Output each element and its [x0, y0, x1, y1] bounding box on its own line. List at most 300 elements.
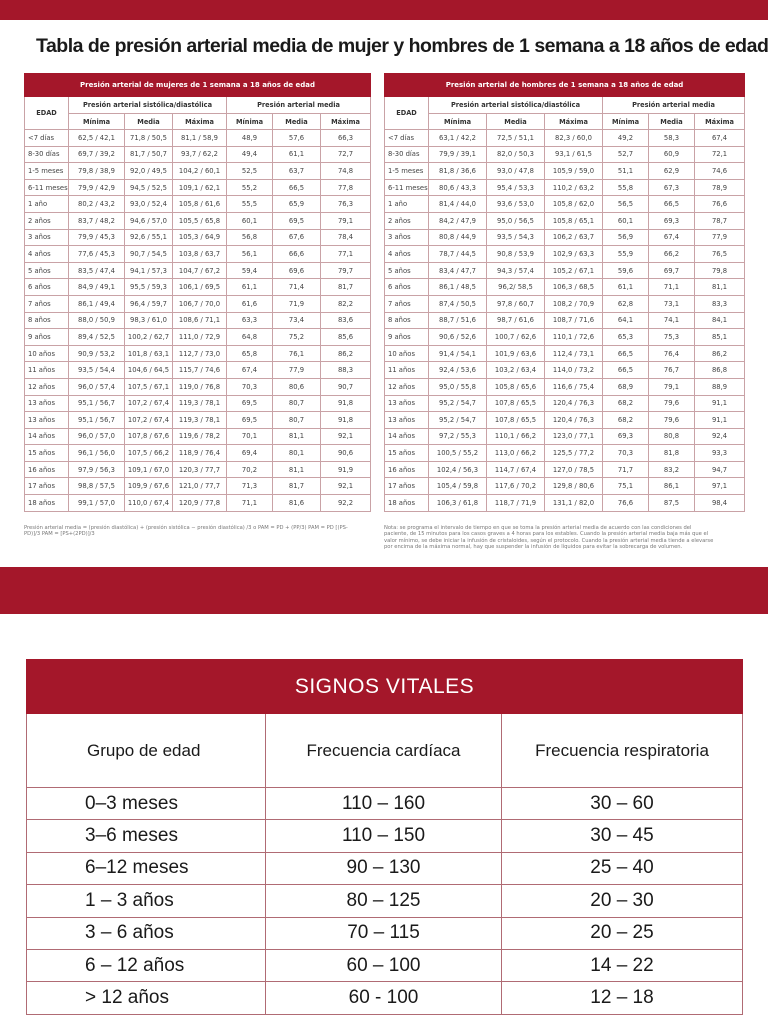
value-cell: 101,8 / 63,1: [125, 345, 173, 362]
value-cell: 105,9 / 59,0: [545, 163, 603, 180]
value-cell: 86,1 / 48,5: [429, 279, 487, 296]
value-cell: 70 – 115: [266, 917, 502, 949]
value-cell: 75,3: [649, 329, 695, 346]
value-cell: 81,1: [695, 279, 745, 296]
value-cell: 93,0 / 52,4: [125, 196, 173, 213]
age-cell: 1 año: [385, 196, 429, 213]
value-cell: 94,1 / 57,3: [125, 262, 173, 279]
value-cell: 71,3: [227, 478, 273, 495]
value-cell: 80,6 / 43,3: [429, 179, 487, 196]
table-row: [25, 495, 371, 512]
value-cell: 84,2 / 47,9: [429, 212, 487, 229]
value-cell: 105,3 / 64,9: [173, 229, 227, 246]
value-cell: 77,6 / 45,3: [69, 246, 125, 263]
value-cell: 56,9: [603, 229, 649, 246]
table-row: [385, 329, 745, 346]
value-cell: 65,3: [603, 329, 649, 346]
value-cell: 76,4: [649, 345, 695, 362]
value-cell: 72,7: [321, 146, 371, 163]
value-cell: 96,2/ 58,5: [487, 279, 545, 296]
age-cell: 10 años: [25, 345, 69, 362]
value-cell: 97,2 / 55,3: [429, 428, 487, 445]
value-cell: 20 – 30: [502, 885, 743, 917]
value-cell: 105,5 / 65,8: [173, 212, 227, 229]
value-cell: 76,6: [603, 495, 649, 512]
value-cell: 119,6 / 78,2: [173, 428, 227, 445]
age-cell: 2 años: [25, 212, 69, 229]
age-group-header: Grupo de edad: [27, 714, 266, 788]
value-cell: 129,8 / 80,6: [545, 478, 603, 495]
table-row: [25, 246, 371, 263]
value-cell: 57,6: [273, 130, 321, 147]
value-cell: 77,8: [321, 179, 371, 196]
value-cell: 131,1 / 82,0: [545, 495, 603, 512]
value-cell: 78,9: [695, 179, 745, 196]
value-cell: 93,0 / 47,8: [487, 163, 545, 180]
value-cell: 97,1: [695, 478, 745, 495]
table-row: [25, 445, 371, 462]
value-cell: 73,4: [273, 312, 321, 329]
pam-header: Presión arterial media: [227, 97, 371, 114]
value-cell: 107,5 / 67,1: [125, 378, 173, 395]
value-cell: 55,2: [227, 179, 273, 196]
age-cell: 17 años: [385, 478, 429, 495]
value-cell: 55,9: [603, 246, 649, 263]
age-cell: 1 año: [25, 196, 69, 213]
maxima-header: Máxima: [695, 114, 745, 130]
value-cell: 110,2 / 63,2: [545, 179, 603, 196]
edad-header: EDAD: [25, 97, 69, 130]
age-cell: 4 años: [385, 246, 429, 263]
value-cell: 71,1: [649, 279, 695, 296]
table-row: [385, 395, 745, 412]
value-cell: 89,4 / 52,5: [69, 329, 125, 346]
sys-dia-header: Presión arterial sistólica/diastólica: [429, 97, 603, 114]
value-cell: 63,1 / 42,2: [429, 130, 487, 147]
age-cell: 15 años: [25, 445, 69, 462]
value-cell: 81,1: [273, 428, 321, 445]
value-cell: 95,0 / 55,8: [429, 378, 487, 395]
value-cell: 93,7 / 62,2: [173, 146, 227, 163]
value-cell: 93,5 / 54,3: [487, 229, 545, 246]
minima-header: Mínima: [429, 114, 487, 130]
value-cell: 76,6: [695, 196, 745, 213]
media-header: Media: [125, 114, 173, 130]
value-cell: 66,2: [649, 246, 695, 263]
value-cell: 83,6: [321, 312, 371, 329]
value-cell: 90,7: [321, 378, 371, 395]
table-row: [385, 495, 745, 512]
age-cell: 11 años: [25, 362, 69, 379]
table-row: [385, 229, 745, 246]
value-cell: 75,1: [603, 478, 649, 495]
table-row: [385, 378, 745, 395]
age-cell: <7 días: [25, 130, 69, 147]
value-cell: 106,3 / 61,8: [429, 495, 487, 512]
value-cell: 81,7 / 50,7: [125, 146, 173, 163]
value-cell: 78,7 / 44,5: [429, 246, 487, 263]
value-cell: 81,6: [273, 495, 321, 512]
table-row: [385, 478, 745, 495]
value-cell: 63,7: [273, 163, 321, 180]
table-row: [25, 478, 371, 495]
value-cell: 71,1: [227, 495, 273, 512]
age-cell: 3 años: [25, 229, 69, 246]
vital-signs-body: [27, 788, 743, 1015]
value-cell: 90,6: [321, 445, 371, 462]
value-cell: 60,9: [649, 146, 695, 163]
age-cell: 5 años: [385, 262, 429, 279]
value-cell: 64,1: [603, 312, 649, 329]
maxima-header: Máxima: [173, 114, 227, 130]
value-cell: 105,8 / 65,6: [487, 378, 545, 395]
pam-header: Presión arterial media: [603, 97, 745, 114]
value-cell: 107,8 / 65,5: [487, 412, 545, 429]
value-cell: 83,3: [695, 295, 745, 312]
age-cell: 6-11 meses: [385, 179, 429, 196]
value-cell: 92,1: [321, 428, 371, 445]
value-cell: 63,3: [227, 312, 273, 329]
value-cell: 67,4: [227, 362, 273, 379]
value-cell: 62,8: [603, 295, 649, 312]
value-cell: 105,2 / 67,1: [545, 262, 603, 279]
table-row: [25, 212, 371, 229]
value-cell: 100,7 / 62,6: [487, 329, 545, 346]
value-cell: 77,9: [695, 229, 745, 246]
value-cell: 56,1: [227, 246, 273, 263]
value-cell: 98,8 / 57,5: [69, 478, 125, 495]
vital-signs-title: SIGNOS VITALES: [27, 660, 743, 714]
value-cell: 94,3 / 57,4: [487, 262, 545, 279]
value-cell: 79,6: [649, 395, 695, 412]
value-cell: 87,5: [649, 495, 695, 512]
age-cell: 7 años: [385, 295, 429, 312]
age-cell: 13 años: [385, 395, 429, 412]
value-cell: 120,9 / 77,8: [173, 495, 227, 512]
value-cell: 95,2 / 54,7: [429, 395, 487, 412]
age-cell: 6-11 meses: [25, 179, 69, 196]
value-cell: 108,6 / 71,1: [173, 312, 227, 329]
formula-note: Presión arterial media = (presión diastólica) + (presión sistólica − presión diastólica) /3 o PAM = PD + (PP/3) PAM = PD [(PS-PD)]/3 PAM = [PS+(2PD)]/3: [24, 525, 348, 538]
value-cell: 71,8 / 50,5: [125, 130, 173, 147]
value-cell: 115,7 / 74,6: [173, 362, 227, 379]
table-row: [25, 196, 371, 213]
value-cell: 93,1 / 61,5: [545, 146, 603, 163]
value-cell: 113,0 / 66,2: [487, 445, 545, 462]
table-row: [27, 885, 743, 917]
value-cell: 68,9: [603, 378, 649, 395]
value-cell: 110,1 / 72,6: [545, 329, 603, 346]
value-cell: 80,7: [273, 412, 321, 429]
value-cell: 105,8 / 62,0: [545, 196, 603, 213]
value-cell: 75,2: [273, 329, 321, 346]
age-cell: 12 años: [385, 378, 429, 395]
table-row: [385, 163, 745, 180]
value-cell: 88,0 / 50,9: [69, 312, 125, 329]
value-cell: 70,1: [227, 428, 273, 445]
value-cell: 96,4 / 59,7: [125, 295, 173, 312]
value-cell: 112,7 / 73,0: [173, 345, 227, 362]
value-cell: 65,8: [227, 345, 273, 362]
table-row: [385, 295, 745, 312]
media-header: Media: [649, 114, 695, 130]
table-row: [25, 295, 371, 312]
minima-header: Mínima: [603, 114, 649, 130]
table-row: [385, 279, 745, 296]
age-cell: 3 – 6 años: [27, 917, 266, 949]
value-cell: 61,6: [227, 295, 273, 312]
table-row: [27, 917, 743, 949]
value-cell: 92,6 / 55,1: [125, 229, 173, 246]
table-row: [385, 428, 745, 445]
age-cell: 6–12 meses: [27, 852, 266, 884]
age-cell: 8 años: [385, 312, 429, 329]
value-cell: 100,2 / 62,7: [125, 329, 173, 346]
minima-header: Mínima: [227, 114, 273, 130]
value-cell: 87,4 / 50,5: [429, 295, 487, 312]
age-cell: 6 años: [25, 279, 69, 296]
value-cell: 20 – 25: [502, 917, 743, 949]
value-cell: 88,9: [695, 378, 745, 395]
value-cell: 94,5 / 52,5: [125, 179, 173, 196]
value-cell: 74,8: [321, 163, 371, 180]
value-cell: 69,7 / 39,2: [69, 146, 125, 163]
table-row: [25, 412, 371, 429]
table-row: [25, 130, 371, 147]
vital-signs-table: [26, 659, 743, 1015]
age-cell: 1 – 3 años: [27, 885, 266, 917]
value-cell: 74,1: [649, 312, 695, 329]
value-cell: 80,7: [273, 395, 321, 412]
value-cell: 59,6: [603, 262, 649, 279]
table-row: [27, 852, 743, 884]
table-row: [27, 982, 743, 1014]
age-cell: 8 años: [25, 312, 69, 329]
value-cell: 109,1 / 67,0: [125, 461, 173, 478]
value-cell: 60,1: [603, 212, 649, 229]
value-cell: 71,4: [273, 279, 321, 296]
value-cell: 84,9 / 49,1: [69, 279, 125, 296]
table-row: [385, 345, 745, 362]
edad-header: EDAD: [385, 97, 429, 130]
value-cell: 92,0 / 49,5: [125, 163, 173, 180]
value-cell: 93,5 / 54,4: [69, 362, 125, 379]
value-cell: 59,4: [227, 262, 273, 279]
age-cell: 12 años: [25, 378, 69, 395]
table-row: [25, 262, 371, 279]
value-cell: 62,5 / 42,1: [69, 130, 125, 147]
value-cell: 95,0 / 56,5: [487, 212, 545, 229]
table-row: [25, 146, 371, 163]
value-cell: 86,2: [321, 345, 371, 362]
table-row: [25, 312, 371, 329]
value-cell: 120,3 / 77,7: [173, 461, 227, 478]
value-cell: 90,7 / 54,5: [125, 246, 173, 263]
value-cell: 112,4 / 73,1: [545, 345, 603, 362]
value-cell: 101,9 / 63,6: [487, 345, 545, 362]
value-cell: 67,3: [649, 179, 695, 196]
value-cell: 79,1: [649, 378, 695, 395]
table-row: [385, 212, 745, 229]
value-cell: 92,2: [321, 495, 371, 512]
value-cell: 61,1: [603, 279, 649, 296]
value-cell: 81,4 / 44,0: [429, 196, 487, 213]
value-cell: 83,7 / 48,2: [69, 212, 125, 229]
value-cell: 91,1: [695, 395, 745, 412]
value-cell: 91,9: [321, 461, 371, 478]
age-cell: 1-5 meses: [385, 163, 429, 180]
value-cell: 60 - 100: [266, 982, 502, 1014]
age-cell: > 12 años: [27, 982, 266, 1014]
value-cell: 90,6 / 52,6: [429, 329, 487, 346]
value-cell: 110,1 / 66,2: [487, 428, 545, 445]
age-cell: 5 años: [25, 262, 69, 279]
value-cell: 93,3: [695, 445, 745, 462]
sys-dia-header: Presión arterial sistólica/diastólica: [69, 97, 227, 114]
table-row: [27, 788, 743, 820]
table-row: [25, 179, 371, 196]
value-cell: 80,8 / 44,9: [429, 229, 487, 246]
table-row: [385, 362, 745, 379]
value-cell: 86,1 / 49,4: [69, 295, 125, 312]
value-cell: 118,7 / 71,9: [487, 495, 545, 512]
value-cell: 73,1: [649, 295, 695, 312]
women-bp-table: [24, 73, 371, 512]
value-cell: 76,3: [321, 196, 371, 213]
heart-rate-header: Frecuencia cardíaca: [266, 714, 502, 788]
table-row: [385, 445, 745, 462]
value-cell: 106,2 / 63,7: [545, 229, 603, 246]
value-cell: 79,9 / 39,1: [429, 146, 487, 163]
age-cell: 15 años: [385, 445, 429, 462]
value-cell: 58,3: [649, 130, 695, 147]
age-cell: 13 años: [25, 412, 69, 429]
value-cell: 99,1 / 57,0: [69, 495, 125, 512]
age-cell: 16 años: [385, 461, 429, 478]
age-cell: 8-30 días: [385, 146, 429, 163]
table-row: [385, 179, 745, 196]
table-row: [25, 395, 371, 412]
age-cell: <7 días: [385, 130, 429, 147]
value-cell: 55,5: [227, 196, 273, 213]
value-cell: 85,1: [695, 329, 745, 346]
value-cell: 80 – 125: [266, 885, 502, 917]
value-cell: 86,2: [695, 345, 745, 362]
value-cell: 25 – 40: [502, 852, 743, 884]
value-cell: 116,6 / 75,4: [545, 378, 603, 395]
value-cell: 94,7: [695, 461, 745, 478]
value-cell: 119,3 / 78,1: [173, 412, 227, 429]
men-bp-table: [384, 73, 745, 512]
value-cell: 92,4: [695, 428, 745, 445]
value-cell: 98,7 / 61,6: [487, 312, 545, 329]
value-cell: 81,8: [649, 445, 695, 462]
media-header: Media: [273, 114, 321, 130]
vital-signs-section: [26, 659, 742, 1015]
page-title: Tabla de presión arterial media de mujer y hombres de 1 semana a 18 años de edad: [36, 35, 768, 57]
value-cell: 103,2 / 63,4: [487, 362, 545, 379]
table-row: [25, 428, 371, 445]
value-cell: 69,7: [649, 262, 695, 279]
value-cell: 61,1: [227, 279, 273, 296]
value-cell: 96,0 / 57,0: [69, 428, 125, 445]
value-cell: 66,5: [603, 362, 649, 379]
age-cell: 9 años: [385, 329, 429, 346]
value-cell: 56,8: [227, 229, 273, 246]
value-cell: 109,9 / 67,6: [125, 478, 173, 495]
value-cell: 77,1: [321, 246, 371, 263]
value-cell: 76,7: [649, 362, 695, 379]
value-cell: 77,9: [273, 362, 321, 379]
age-cell: 14 años: [25, 428, 69, 445]
value-cell: 72,5 / 51,1: [487, 130, 545, 147]
value-cell: 82,0 / 50,3: [487, 146, 545, 163]
value-cell: 88,7 / 51,6: [429, 312, 487, 329]
value-cell: 61,1: [273, 146, 321, 163]
value-cell: 100,5 / 55,2: [429, 445, 487, 462]
age-cell: 6 años: [385, 279, 429, 296]
table-row: [25, 362, 371, 379]
value-cell: 70,3: [227, 378, 273, 395]
value-cell: 79,1: [321, 212, 371, 229]
women-table-body: [25, 130, 371, 512]
table-row: [25, 329, 371, 346]
value-cell: 86,8: [695, 362, 745, 379]
value-cell: 82,2: [321, 295, 371, 312]
value-cell: 96,0 / 57,4: [69, 378, 125, 395]
value-cell: 12 – 18: [502, 982, 743, 1014]
table-row: [385, 196, 745, 213]
value-cell: 104,7 / 67,2: [173, 262, 227, 279]
age-cell: 10 años: [385, 345, 429, 362]
value-cell: 109,1 / 62,1: [173, 179, 227, 196]
protocol-note: Nota: se programa el intervalo de tiempo en que se toma la presión arterial media de acuerdo con las condiciones del paciente, de 15 minutos para los casos graves a 4 horas para los estables. Cuando la presión arterial media baja más que el valor mínimo, se debe iniciar la infusión de cristaloides, según el protocolo. Cuando la presión arterial media tiende a elevarse por encima de la máxima normal, hay que suspender la infusión de líquidos para evitar la sobrecarga de volumen.: [384, 525, 714, 551]
value-cell: 69,6: [273, 262, 321, 279]
value-cell: 83,4 / 47,7: [429, 262, 487, 279]
value-cell: 123,0 / 77,1: [545, 428, 603, 445]
value-cell: 70,2: [227, 461, 273, 478]
value-cell: 48,9: [227, 130, 273, 147]
table-row: [385, 262, 745, 279]
table-row: [25, 461, 371, 478]
middle-color-band: [0, 567, 768, 614]
value-cell: 81,1: [273, 461, 321, 478]
value-cell: 95,1 / 56,7: [69, 412, 125, 429]
age-cell: 2 años: [385, 212, 429, 229]
age-cell: 7 años: [25, 295, 69, 312]
value-cell: 79,8 / 38,9: [69, 163, 125, 180]
age-cell: 18 años: [25, 495, 69, 512]
value-cell: 105,8 / 65,1: [545, 212, 603, 229]
value-cell: 102,9 / 63,3: [545, 246, 603, 263]
value-cell: 119,3 / 78,1: [173, 395, 227, 412]
value-cell: 67,4: [649, 229, 695, 246]
value-cell: 80,2 / 43,2: [69, 196, 125, 213]
minima-header: Mínima: [69, 114, 125, 130]
value-cell: 56,5: [603, 196, 649, 213]
age-cell: 8-30 días: [25, 146, 69, 163]
value-cell: 68,2: [603, 412, 649, 429]
value-cell: 67,6: [273, 229, 321, 246]
age-cell: 11 años: [385, 362, 429, 379]
value-cell: 78,7: [695, 212, 745, 229]
value-cell: 30 – 45: [502, 820, 743, 852]
value-cell: 107,8 / 65,5: [487, 395, 545, 412]
men-table-body: [385, 130, 745, 512]
value-cell: 80,6: [273, 378, 321, 395]
media-header: Media: [487, 114, 545, 130]
value-cell: 120,4 / 76,3: [545, 412, 603, 429]
